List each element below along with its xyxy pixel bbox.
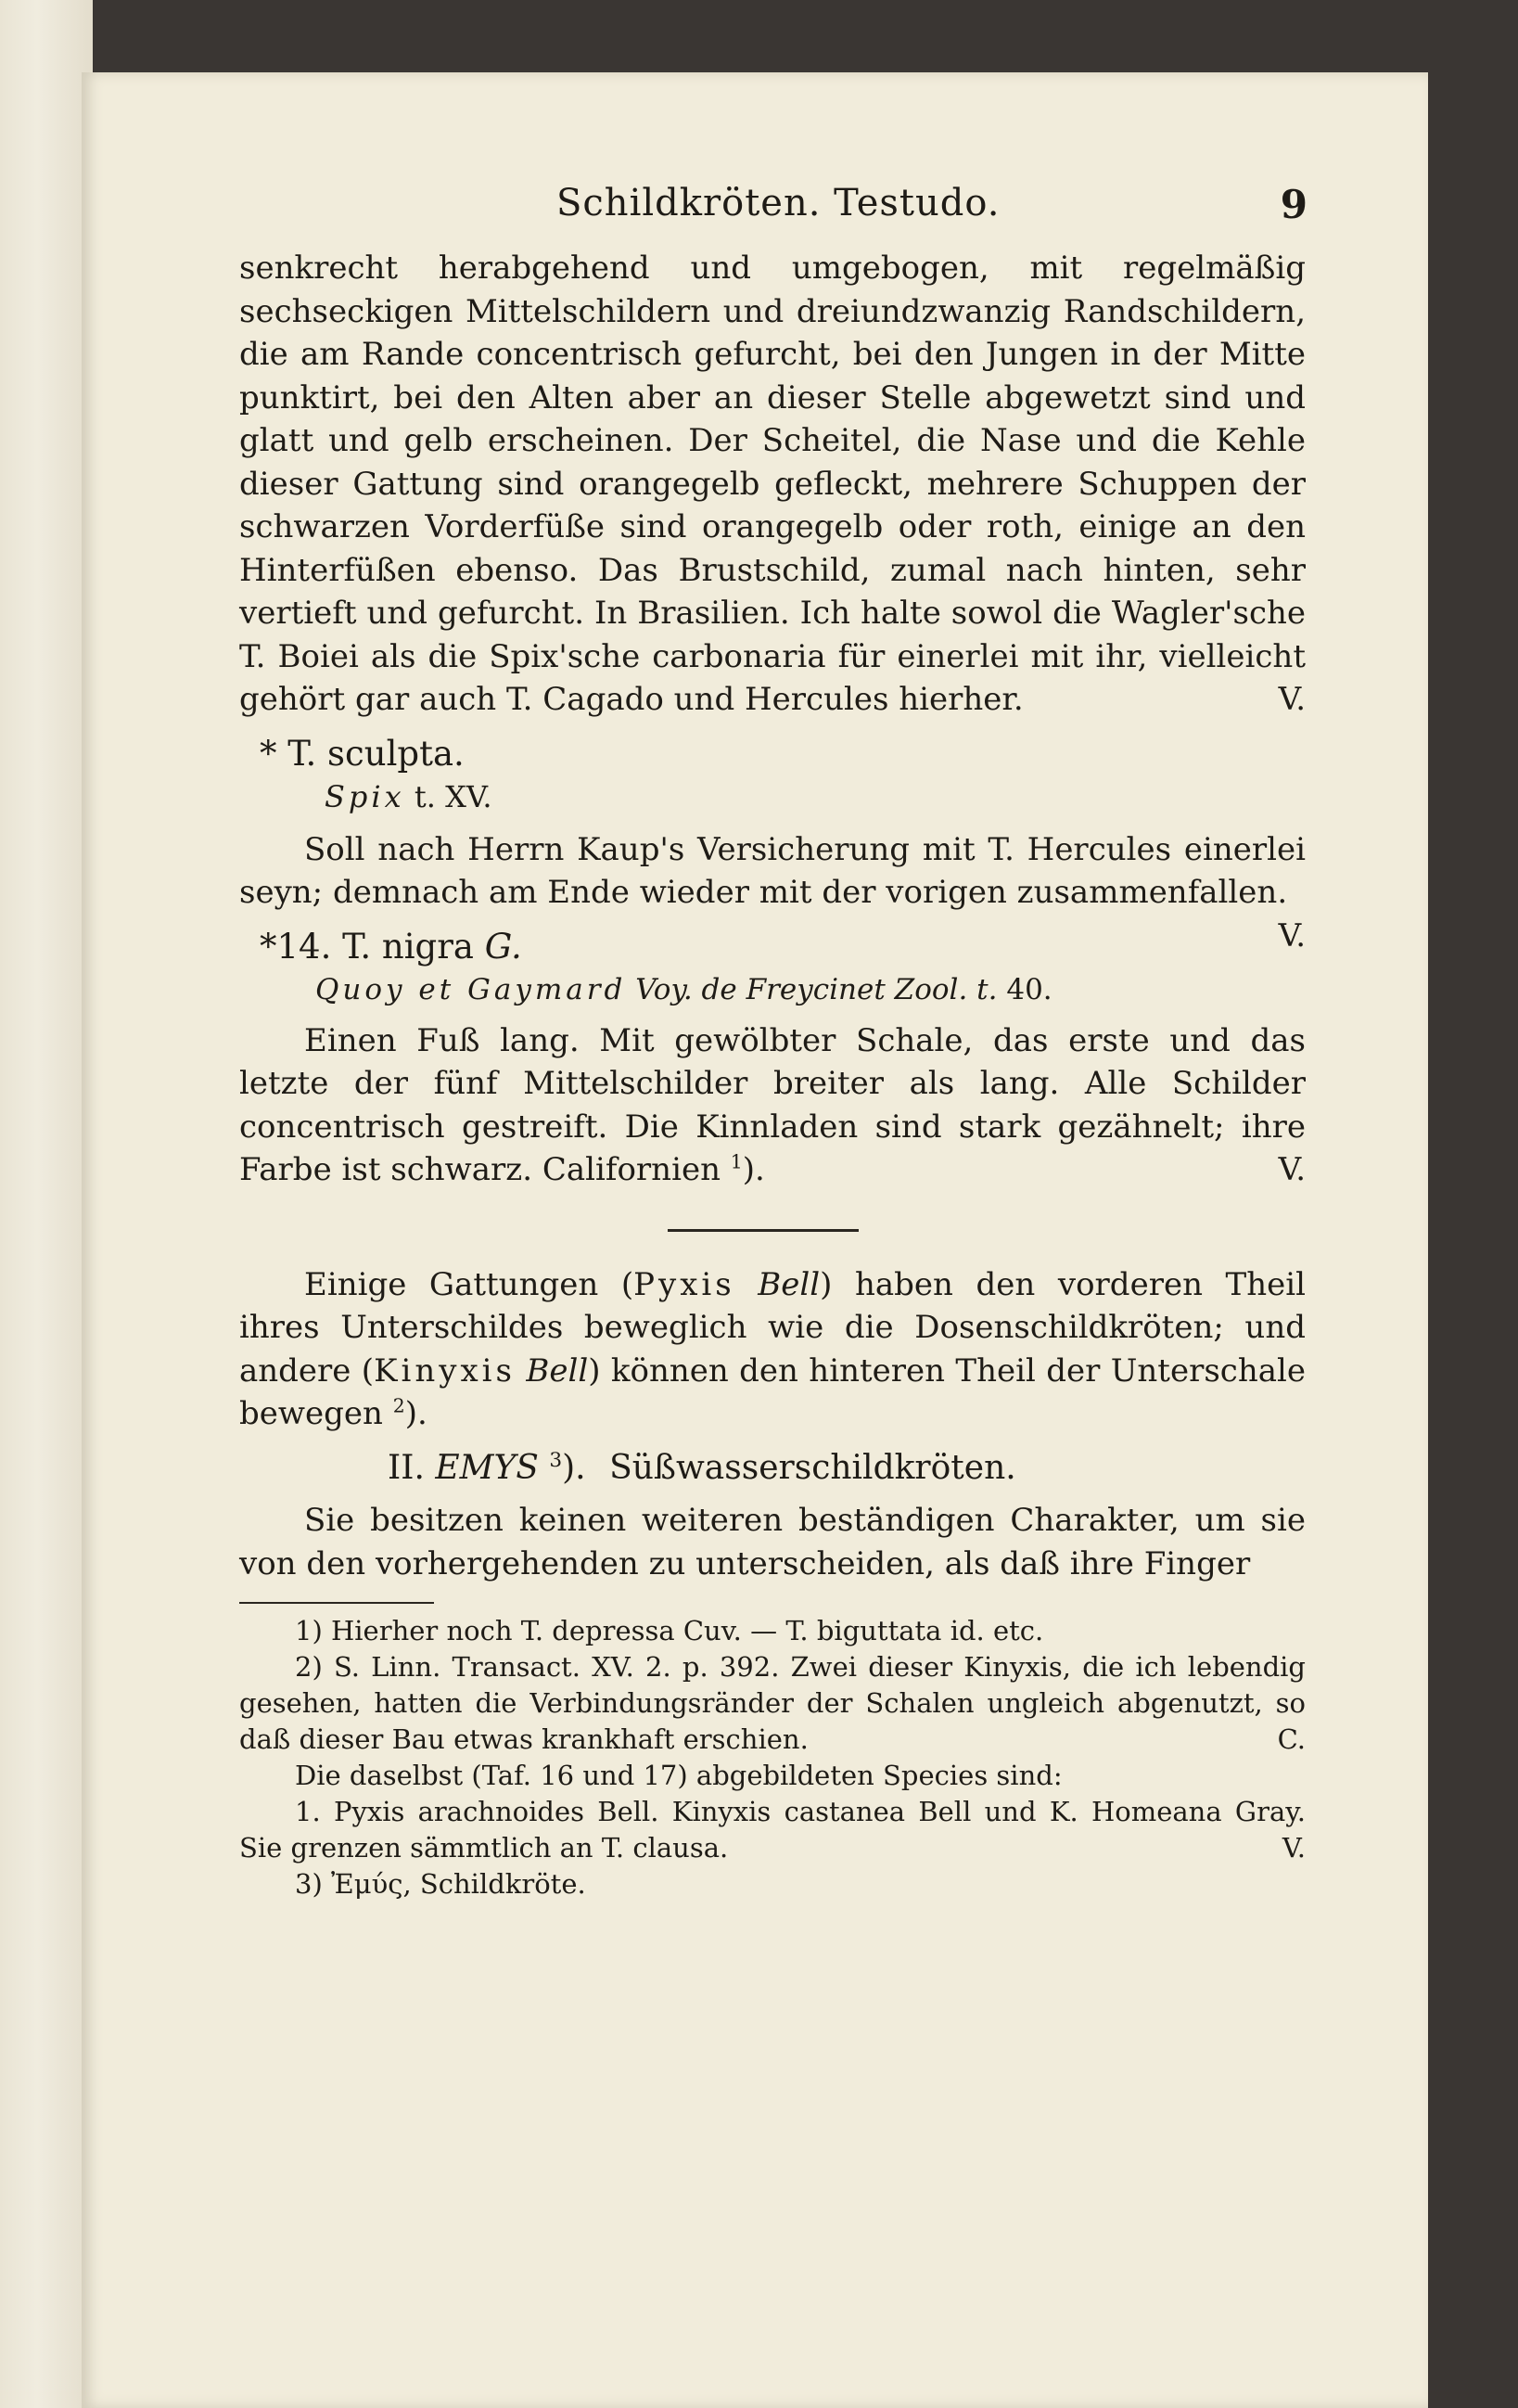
species-reference: Spix t. XV. — [325, 779, 492, 814]
footnote-1: 1) Hierher noch T. depressa Cuv. — T. biguttata id. etc. — [295, 1615, 1044, 1646]
species-reference: Quoy et Gaymard Voy. de Freycinet Zool. t. 40. — [315, 973, 1052, 1006]
footnote-3: 3) Ἐμύς, Schildkröte. — [295, 1868, 586, 1900]
footnote-divider — [239, 1602, 434, 1604]
footnote-2-list: 1. Pyxis arachnoides Bell. Kinyxis castanea Bell und K. Homeana Gray. Sie grenzen sämmtlich an T. clausa. V. — [239, 1796, 1306, 1864]
footnotes — [239, 1613, 1306, 1902]
running-header — [250, 182, 1308, 237]
paragraph-emys: Sie besitzen keinen weiteren beständigen Charakter, um sie von den vorhergehenden zu unterscheiden, als daß ihre Finger — [239, 1502, 1306, 1582]
footnote-2: 2) S. Linn. Transact. XV. 2. p. 392. Zwei dieser Kinyxis, die ich lebendig gesehen, hatten die Verbindungsränder der Schalen ungleich abgenutzt, so daß dieser Bau etwas krankhaft erschien. C. — [239, 1651, 1306, 1755]
signature: V. — [1278, 681, 1306, 718]
scan-background — [0, 0, 93, 2408]
paragraph-sculpta: Soll nach Herrn Kaup's Versicherung mit T. Hercules einerlei seyn; demnach am Ende wieder mit der vorigen zusammenfallen. V. — [239, 828, 1306, 915]
species-heading-sculpta: * T. sculpta. — [260, 733, 465, 774]
footnote-mark: 2 — [392, 1394, 405, 1417]
paragraph-einige: Einige Gattungen (Pyxis Bell) haben den vorderen Theil ihres Unterschildes beweglich wie die Dosenschildkröten; und andere (Kinyxis Bell) können den hinteren Theil der Unterschale bewegen $^2$). — [239, 1265, 1306, 1432]
section-divider — [668, 1229, 859, 1232]
footnote-2-species: Die daselbst (Taf. 16 und 17) abgebildeten Species sind: — [295, 1760, 1063, 1791]
header-title: Schildkröten. Testudo. — [556, 182, 1001, 224]
section-heading: II. EMYS $^3$). Süßwasserschildkröten. — [388, 1448, 1016, 1487]
main-text — [239, 247, 1306, 1902]
paragraph-nigra: Einen Fuß lang. Mit gewölbter Schale, das erste und das letzte der fünf Mittelschilder breiter als lang. Alle Schilder concentrisch gestreift. Die Kinnladen sind stark gezähnelt; ihre Farbe ist schwarz. Californien $^1$). V. — [239, 1019, 1306, 1192]
species-heading-nigra: *14. T. nigra G. — [260, 926, 522, 967]
paragraph-intro: senkrecht herabgehend und umgebogen, mit regelmäßig sechseckigen Mittelschildern und dreiundzwanzig Randschildern, die am Rande concentrisch gefurcht, bei den Jungen in der Mitte punktirt, bei den Alten aber an dieser Stelle abgewetzt sind und glatt und gelb erscheinen. Der Scheitel, die Nase und die Kehle dieser Gattung sind orangegelb gefleckt, mehrere Schuppen der schwarzen Vorderfüße sind orangegelb oder roth, einige an den Hinterfüßen ebenso. Das Brustschild, zumal nach hinten, sehr vertieft und gefurcht. In Brasilien. Ich halte sowol die Wagler'sche T. Boiei als die Spix'sche carbonaria für einerlei mit ihr, vielleicht gehört gar auch T. Cagado und Hercules hierher. V. — [239, 247, 1306, 722]
signature: V. — [1278, 1151, 1306, 1188]
signature: V. — [1278, 916, 1306, 954]
footnote-mark: 1 — [730, 1150, 743, 1173]
page-number: 9 — [1280, 182, 1308, 227]
book-page — [82, 72, 1428, 2408]
